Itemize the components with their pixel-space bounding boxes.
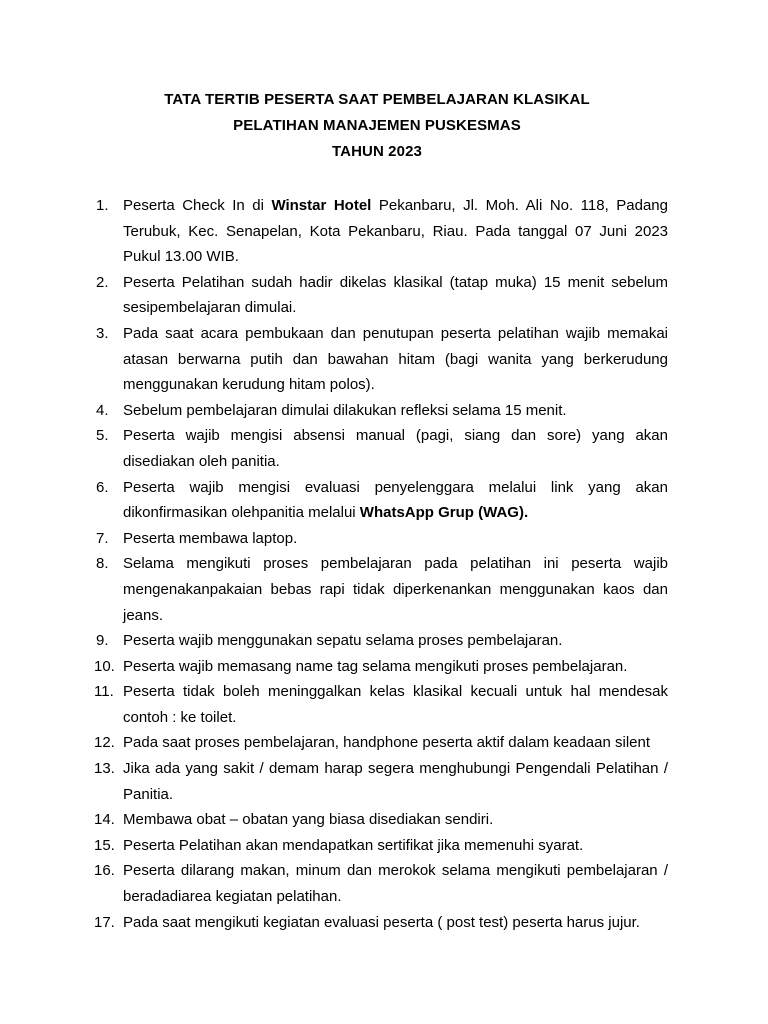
- rule-number: 7.: [96, 529, 109, 547]
- rule-text-part: Peserta membawa laptop.: [123, 529, 298, 547]
- rule-number: 17.: [94, 913, 115, 931]
- rule-text-bold: WhatsApp Grup (WAG).: [359, 504, 529, 522]
- rule-number: 1.: [96, 197, 109, 214]
- rule-text-part: Selama mengikuti proses pembelajaran pada pelatihan ini peserta wajib mengenakanpakaian bebas rapi tidak diperkenankan menggunakan kaos dan jeans.: [123, 555, 668, 624]
- rule-text: [123, 402, 567, 419]
- document-title: [0, 87, 768, 165]
- rule-text-part: Peserta tidak boleh meninggalkan kelas klasikal kecuali untuk hal mendesak contoh : ke toilet.: [123, 683, 668, 726]
- rule-item: [96, 910, 668, 936]
- rule-text-part: Jika ada yang sakit / demam harap segera menghubungi Pengendali Pelatihan / Panitia.: [123, 760, 668, 803]
- rule-number: 12.: [94, 734, 115, 752]
- rule-number: 8.: [96, 555, 109, 573]
- title-line-2: PELATIHAN MANAJEMEN PUSKESMAS: [233, 117, 521, 134]
- rule-item: [96, 321, 668, 398]
- rule-text-part: Pada saat proses pembelajaran, handphone peserta aktif dalam keadaan silent: [123, 734, 651, 752]
- rule-text-bold: Winstar Hotel: [271, 197, 372, 214]
- rule-text-part: Peserta wajib mengisi absensi manual (pagi, siang dan sore) yang akan disediakan oleh panitia.: [123, 427, 668, 470]
- rule-text-part: Membawa obat – obatan yang biasa disediakan sendiri.: [123, 811, 494, 829]
- rule-text: [123, 479, 668, 522]
- rule-text-part: Peserta wajib menggunakan sepatu selama proses pembelajaran.: [123, 632, 563, 650]
- rule-text: [123, 274, 668, 317]
- rule-item: [96, 833, 668, 859]
- rule-number: 6.: [96, 478, 109, 496]
- rule-item: [96, 628, 668, 654]
- rule-item: [96, 807, 668, 833]
- title-line-3: TAHUN 2023: [332, 143, 422, 160]
- rule-number: 15.: [94, 836, 115, 854]
- title-line-1: TATA TERTIB PESERTA SAAT PEMBELAJARAN KLASIKAL: [164, 91, 590, 108]
- rule-number: 11.: [94, 683, 114, 701]
- rule-text: [123, 734, 650, 751]
- rule-text-part: Peserta wajib mengisi evaluasi penyelenggara melalui link yang akan dikonfirmasikan olehpanitia melalui: [123, 478, 668, 522]
- rule-text: [123, 555, 668, 623]
- rule-text: [123, 325, 668, 393]
- rule-item: [96, 475, 668, 526]
- rule-text-part: Pada saat acara pembukaan dan penutupan peserta pelatihan wajib memakai atasan berwarna putih dan bawahan hitam (bagi wanita yang berkerudung menggunakan kerudung hitam polos).: [123, 324, 668, 394]
- rule-number: 2.: [96, 273, 109, 291]
- rule-item: [96, 679, 668, 730]
- rules-list: [96, 193, 668, 935]
- rule-text: [123, 862, 668, 905]
- rule-text-part: Pekanbaru, Jl. Moh. Ali No. 118, Padang Terubuk, Kec. Senapelan, Kota Pekanbaru, Riau. Pada tanggal 07 Juni 2023 Pukul 13.00 WIB.: [123, 197, 668, 266]
- rule-text: [123, 837, 583, 854]
- rule-text: [123, 683, 668, 726]
- rule-item: [96, 270, 668, 321]
- rule-item: [96, 756, 668, 807]
- rule-number: 9.: [96, 632, 109, 650]
- rule-text: [123, 530, 297, 547]
- rule-text: [123, 914, 640, 931]
- rule-item: [96, 526, 668, 552]
- rule-number: 14.: [94, 811, 115, 829]
- rule-text-part: Peserta Pelatihan sudah hadir dikelas klasikal (tatap muka) 15 menit sebelum sesipembelajaran dimulai.: [123, 273, 668, 317]
- rule-text: [123, 658, 627, 675]
- rule-text-part: Peserta Check In di: [123, 197, 272, 214]
- rule-number: 5.: [96, 427, 109, 445]
- rule-item: [96, 730, 668, 756]
- rule-text-part: Peserta dilarang makan, minum dan merokok selama mengikuti pembelajaran / beradadiarea kegiatan pelatihan.: [123, 862, 668, 906]
- rule-item: [96, 398, 668, 424]
- rule-item: [96, 858, 668, 909]
- rule-item: [96, 551, 668, 628]
- rule-text: [123, 632, 562, 649]
- rule-text-part: Pada saat mengikuti kegiatan evaluasi peserta ( post test) peserta harus jujur.: [123, 913, 640, 931]
- rule-item: [96, 654, 668, 680]
- rule-text-part: Peserta Pelatihan akan mendapatkan sertifikat jika memenuhi syarat.: [123, 836, 584, 854]
- rule-text: [123, 760, 668, 803]
- rule-number: 3.: [96, 324, 109, 342]
- rule-text-part: Peserta wajib memasang name tag selama mengikuti proses pembelajaran.: [123, 657, 628, 675]
- rule-text: [123, 197, 668, 265]
- rule-number: 4.: [96, 401, 109, 419]
- rule-number: 16.: [94, 862, 115, 880]
- rule-item: [96, 193, 668, 270]
- rule-text: [123, 811, 493, 828]
- rule-text-part: Sebelum pembelajaran dimulai dilakukan refleksi selama 15 menit.: [123, 401, 567, 419]
- rule-number: 10.: [94, 657, 115, 675]
- rule-item: [96, 423, 668, 474]
- rule-text: [123, 427, 668, 470]
- rule-number: 13.: [94, 760, 115, 778]
